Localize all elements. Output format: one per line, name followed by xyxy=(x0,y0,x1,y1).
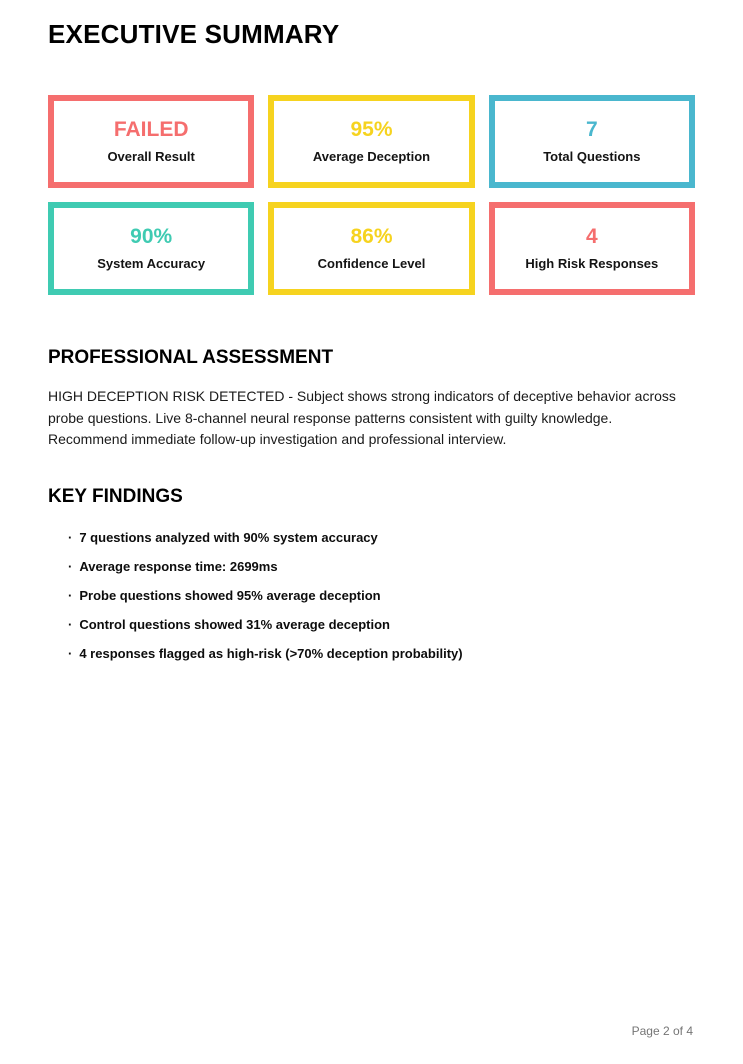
finding-text: 4 responses flagged as high-risk (>70% deception probability) xyxy=(79,645,463,661)
assessment-body-text: HIGH DECEPTION RISK DETECTED - Subject shows strong indicators of deceptive behavior across probe questions. Live 8-channel neural response patterns consistent with guilty knowledge. Recommend immediate follow-up investigation and professional interview. xyxy=(48,388,676,447)
stat-card-value: 95% xyxy=(350,118,393,141)
stat-card-label: Average Deception xyxy=(312,149,431,164)
stat-card xyxy=(268,202,474,295)
finding-text: Probe questions showed 95% average deception xyxy=(79,587,381,603)
finding-item xyxy=(68,523,695,552)
page-title: EXECUTIVE SUMMARY xyxy=(48,19,340,49)
finding-item xyxy=(68,639,695,668)
bullet-dot: · xyxy=(68,616,73,632)
page-number: Page 2 of 4 xyxy=(631,1024,693,1038)
stat-card xyxy=(268,95,474,188)
stat-card-value: 86% xyxy=(350,225,393,248)
stat-card-value: 7 xyxy=(585,118,598,141)
bullet-dot: · xyxy=(68,558,73,574)
stat-card-label: System Accuracy xyxy=(97,256,206,271)
findings-heading: KEY FINDINGS xyxy=(48,485,183,507)
bullet-dot: · xyxy=(68,645,73,661)
finding-text: Control questions showed 31% average deception xyxy=(79,616,390,632)
stat-card xyxy=(48,202,254,295)
stat-cards-grid xyxy=(48,95,695,295)
report-page xyxy=(0,20,743,668)
finding-item xyxy=(68,610,695,639)
stat-card-label: Overall Result xyxy=(107,149,195,164)
stat-card xyxy=(489,202,695,295)
finding-item xyxy=(68,581,695,610)
finding-text: Average response time: 2699ms xyxy=(79,558,278,574)
stat-card-value: 4 xyxy=(585,225,598,248)
bullet-dot: · xyxy=(68,529,73,545)
bullet-dot: · xyxy=(68,587,73,603)
stat-card-label: High Risk Responses xyxy=(525,256,659,271)
finding-text: 7 questions analyzed with 90% system accuracy xyxy=(79,529,378,545)
stat-card-value: 90% xyxy=(130,225,173,248)
stat-card-value: FAILED xyxy=(113,118,189,141)
finding-item xyxy=(68,552,695,581)
stat-card-label: Total Questions xyxy=(543,149,641,164)
key-findings-list xyxy=(48,523,695,668)
assessment-heading: PROFESSIONAL ASSESSMENT xyxy=(48,347,334,368)
stat-card xyxy=(48,95,254,188)
stat-card xyxy=(489,95,695,188)
stat-card-label: Confidence Level xyxy=(317,256,426,271)
